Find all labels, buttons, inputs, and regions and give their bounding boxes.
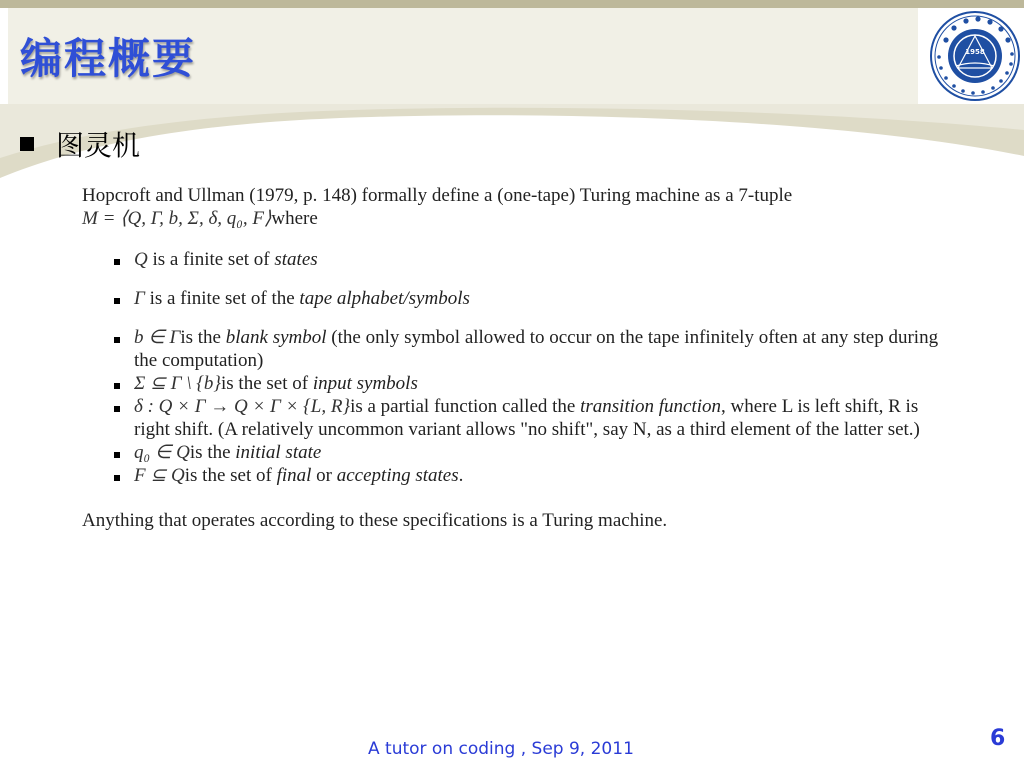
list-item: F ⊆ Qis the set of final or accepting states. [82, 464, 952, 487]
tuple-suffix: where [271, 208, 318, 229]
section-bullet [20, 124, 140, 164]
section-label: 图灵机 [56, 129, 141, 162]
tuple-formula: M = ⟨Q, Γ, b, Σ, δ, q₀, F⟩ [82, 208, 272, 229]
list-item: δ : Q × Γ → Q × Γ × {L, R}is a partial function called the transition function, where L is left shift, R is right shift. (A relatively uncommon variant allows "no shift", say N, as a third element of the latter set.) [82, 395, 952, 441]
list-item: Q is a finite set of states [82, 248, 952, 271]
definition-list [82, 248, 952, 487]
intro-paragraph [82, 184, 952, 230]
slide-title: 编程概要 [20, 34, 197, 83]
list-item: Σ ⊆ Γ \ {b}is the set of input symbols [82, 372, 952, 395]
top-band [0, 0, 1024, 8]
decorative-swoosh [0, 100, 1024, 190]
bullet-square [20, 137, 34, 151]
footer-text: A tutor on coding , Sep 9, 2011 [368, 739, 634, 759]
slide-content [82, 184, 952, 551]
logo-year: 1958 [965, 48, 985, 56]
list-item: q₀ ∈ Qis the initial state [82, 441, 952, 464]
list-item: Γ is a finite set of the tape alphabet/symbols [82, 287, 952, 310]
university-logo [928, 10, 1022, 102]
outro-paragraph: Anything that operates according to these specifications is a Turing machine. [82, 510, 668, 531]
intro-text: Hopcroft and Ullman (1979, p. 148) formally define a (one-tape) Turing machine as a 7-tuple [82, 185, 793, 206]
page-number: 6 [990, 726, 1006, 751]
list-item: b ∈ Γis the blank symbol (the only symbol allowed to occur on the tape infinitely often at any step during the computation) [82, 326, 952, 372]
